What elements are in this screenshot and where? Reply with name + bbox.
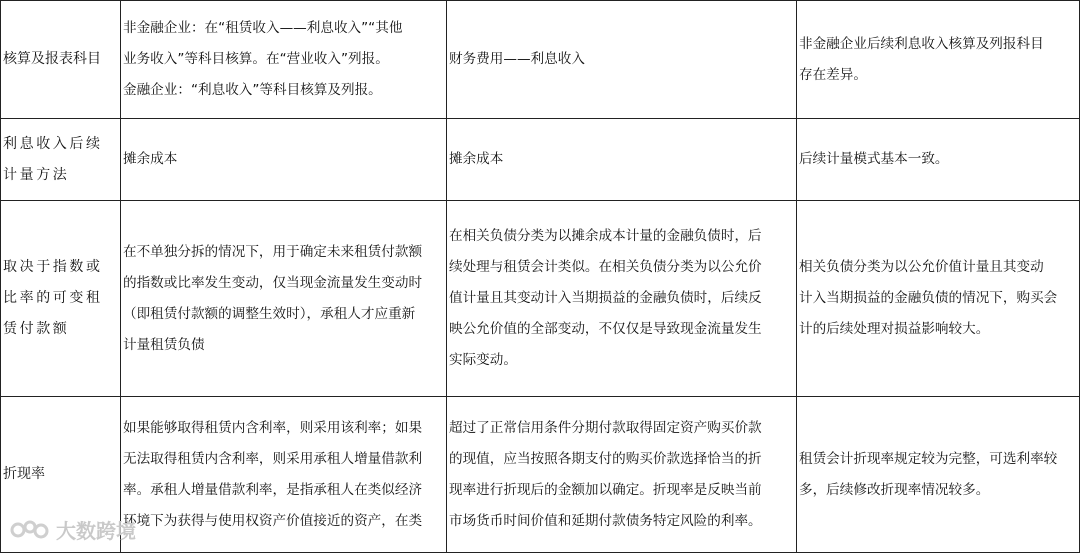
cell-line: 现率进行折现后的金额加以确定。折现率是反映当前 <box>449 481 762 498</box>
cell-lease-accounting <box>121 1 447 119</box>
cell-difference <box>797 119 1080 201</box>
watermark-text: 大数跨境 <box>56 519 136 543</box>
cell-line: 财务费用——利息收入 <box>449 51 585 67</box>
cell-line: 映公允价值的全部变动，不仅仅是导致现金流量发生 <box>449 321 762 337</box>
watermark <box>10 515 136 544</box>
table-row <box>1 1 1080 119</box>
cell-line: 的现值，应当按照各期支付的购买价款选择恰当的折 <box>449 450 762 467</box>
row-label: 取决于指数或比率的可变租赁付款额 <box>1 201 121 397</box>
cell-line: 值计量且其变动计入当期损益的金融负债时，后续反 <box>449 290 762 306</box>
cell-line: 环境下为获得与使用权资产价值接近的资产，在类 <box>123 512 423 529</box>
cell-line: 续处理与租赁会计类似。在相关负债分类为以公允价 <box>449 259 762 275</box>
cell-installment-accounting <box>447 119 797 201</box>
table-row <box>1 201 1080 397</box>
table-row <box>1 119 1080 201</box>
cell-difference <box>797 201 1080 397</box>
cell-installment-accounting <box>447 1 797 119</box>
cell-line: 存在差异。 <box>799 66 867 83</box>
row-label: 利息收入后续计量方法 <box>1 119 121 201</box>
cell-line: 超过了正常信用条件分期付款取得固定资产购买价款 <box>449 419 762 436</box>
cell-difference <box>797 1 1080 119</box>
row-label: 折现率 <box>1 397 121 553</box>
table-row <box>1 397 1080 553</box>
cell-line: 实际变动。 <box>449 352 517 368</box>
cell-line: 市场货币时间价值和延期付款债务特定风险的利率。 <box>449 512 762 529</box>
cell-line: 率。承租人增量借款利率，是指承租人在类似经济 <box>123 481 423 498</box>
cell-line: 无法取得租赁内含利率，则采用承租人增量借款利 <box>123 450 423 467</box>
cell-difference <box>797 397 1080 553</box>
cell-line: 在相关负债分类为以摊余成本计量的金融负债时，后 <box>449 228 762 244</box>
cell-line: 计量租赁负债 <box>123 336 205 353</box>
cell-line: 摊余成本 <box>123 151 178 167</box>
cell-line: 后续计量模式基本一致。 <box>799 151 949 167</box>
row-label: 核算及报表科目 <box>1 1 121 119</box>
cell-line: 业务收入”等科目核算。在“营业收入”列报。 <box>123 51 389 67</box>
cell-lease-accounting <box>121 119 447 201</box>
cell-line: 的指数或比率发生变动，仅当现金流量发生变动时 <box>123 274 423 291</box>
cell-line: 相关负债分类为以公允价值计量且其变动 <box>799 259 1044 275</box>
cell-line: 计的后续处理对损益影响较大。 <box>799 321 990 337</box>
cell-installment-accounting <box>447 397 797 553</box>
cell-line: 金融企业：“利息收入”等科目核算及列报。 <box>123 82 382 98</box>
cell-line: （即租赁付款额的调整生效时），承租人才应重新 <box>123 305 416 322</box>
cell-line: 在不单独分拆的情况下，用于确定未来租赁付款额 <box>123 243 423 260</box>
cell-line: 摊余成本 <box>449 151 504 167</box>
cell-line: 非金融企业：在“租赁收入——利息收入”“其他 <box>123 20 403 36</box>
cell-line: 非金融企业后续利息收入核算及列报科目 <box>799 35 1044 52</box>
cell-lease-accounting <box>121 397 447 553</box>
cell-line: 计入当期损益的金融负债的情况下，购买会 <box>799 290 1058 306</box>
brand-logo-icon <box>10 518 50 542</box>
cell-installment-accounting <box>447 201 797 397</box>
cell-line: 多，后续修改折现率情况较多。 <box>799 481 990 498</box>
cell-lease-accounting <box>121 201 447 397</box>
cell-line: 租赁会计折现率规定较为完整，可选利率较 <box>799 450 1058 467</box>
cell-line: 如果能够取得租赁内含利率，则采用该利率；如果 <box>123 419 423 436</box>
